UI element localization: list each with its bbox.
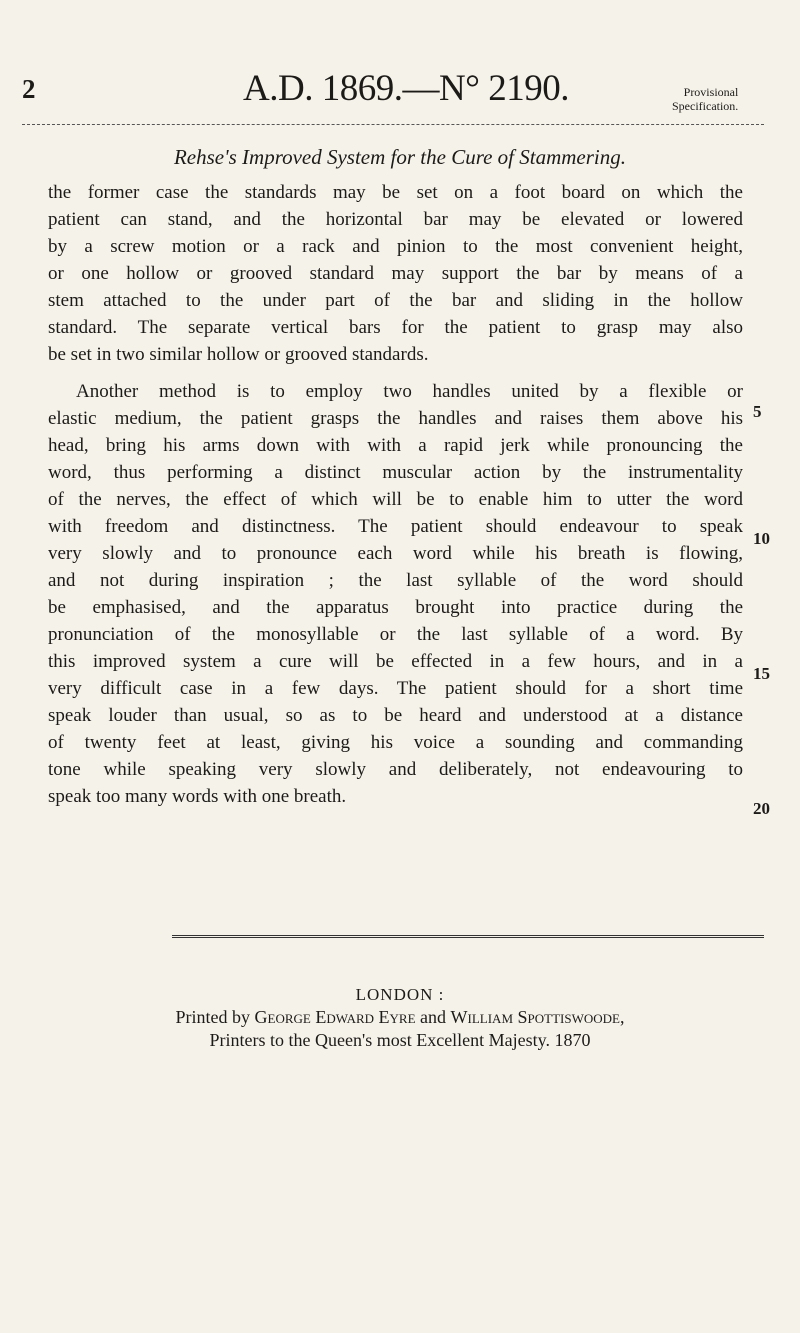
header-divider [22,124,764,125]
paragraph-1 [48,179,743,368]
text-line: Another method is to employ two handles united by a flexible or [76,381,743,402]
text-line: speak louder than usual, so as to be heard and understood at a distance [48,705,743,726]
text-line: be emphasised, and the apparatus brought into practice during the [48,597,743,618]
imprint-city: LONDON : [355,985,445,1004]
line-number-5: 5 [753,402,762,421]
spec-line-1: Provisional [683,85,739,99]
text-line: of the nerves, the effect of which will be to enable him to utter the word [48,489,743,510]
text-line: pronunciation of the monosyllable or the last syllable of a word. By [48,624,743,645]
paragraph-2 [48,378,743,810]
imprint-line-2: Printers to the Queen's most Excellent Majesty. 1870 [209,1030,591,1050]
footer-divider [172,935,764,938]
printer-imprint [100,983,700,1052]
text-line: standard. The separate vertical bars for the patient to grasp may also [48,317,743,338]
text-line: patient can stand, and the horizontal bar may be elevated or lowered [48,209,743,230]
imprint-and: and [420,1007,447,1027]
spec-line-2: Specification. [672,99,739,113]
running-subtitle: Rehse's Improved System for the Cure of Stammering. [173,145,627,169]
text-line: elastic medium, the patient grasps the handles and raises them above his [48,408,743,429]
text-line: very difficult case in a few days. The patient should for a short time [48,678,743,699]
page-number: 2 [22,74,36,104]
text-line: the former case the standards may be set on a foot board on which the [48,182,743,203]
specification-label [672,85,738,113]
text-line: and not during inspiration ; the last syllable of the word should [48,570,743,591]
text-line: or one hollow or grooved standard may support the bar by means of a [48,263,743,284]
imprint-printed-by: Printed by [175,1007,251,1027]
text-line: be set in two similar hollow or grooved standards. [48,344,429,365]
imprint-printer-1: George Edward Eyre [254,1007,416,1027]
text-line: by a screw motion or a rack and pinion to the most convenient height, [48,236,743,257]
text-line: this improved system a cure will be effected in a few hours, and in a [48,651,743,672]
text-line: word, thus performing a distinct muscular action by the instrumentality [48,462,743,483]
line-number-15: 15 [753,664,770,683]
line-number-20: 20 [753,799,770,818]
imprint-printer-2: William Spottiswoode, [450,1007,625,1027]
text-line: very slowly and to pronounce each word while his breath is flowing, [48,543,743,564]
text-line: head, bring his arms down with with a rapid jerk while pronouncing the [48,435,743,456]
imprint-line-1 [100,1006,700,1029]
body-text [48,179,743,810]
text-line: of twenty feet at least, giving his voice a sounding and commanding [48,732,743,753]
text-line: with freedom and distinctness. The patient should endeavour to speak [48,516,743,537]
text-line: stem attached to the under part of the bar and sliding in the hollow [48,290,743,311]
patent-header-title: A.D. 1869.—N° 2190. [243,68,569,109]
line-number-10: 10 [753,529,770,548]
text-line: tone while speaking very slowly and deliberately, not endeavouring to [48,759,743,780]
text-line: speak too many words with one breath. [48,786,347,807]
